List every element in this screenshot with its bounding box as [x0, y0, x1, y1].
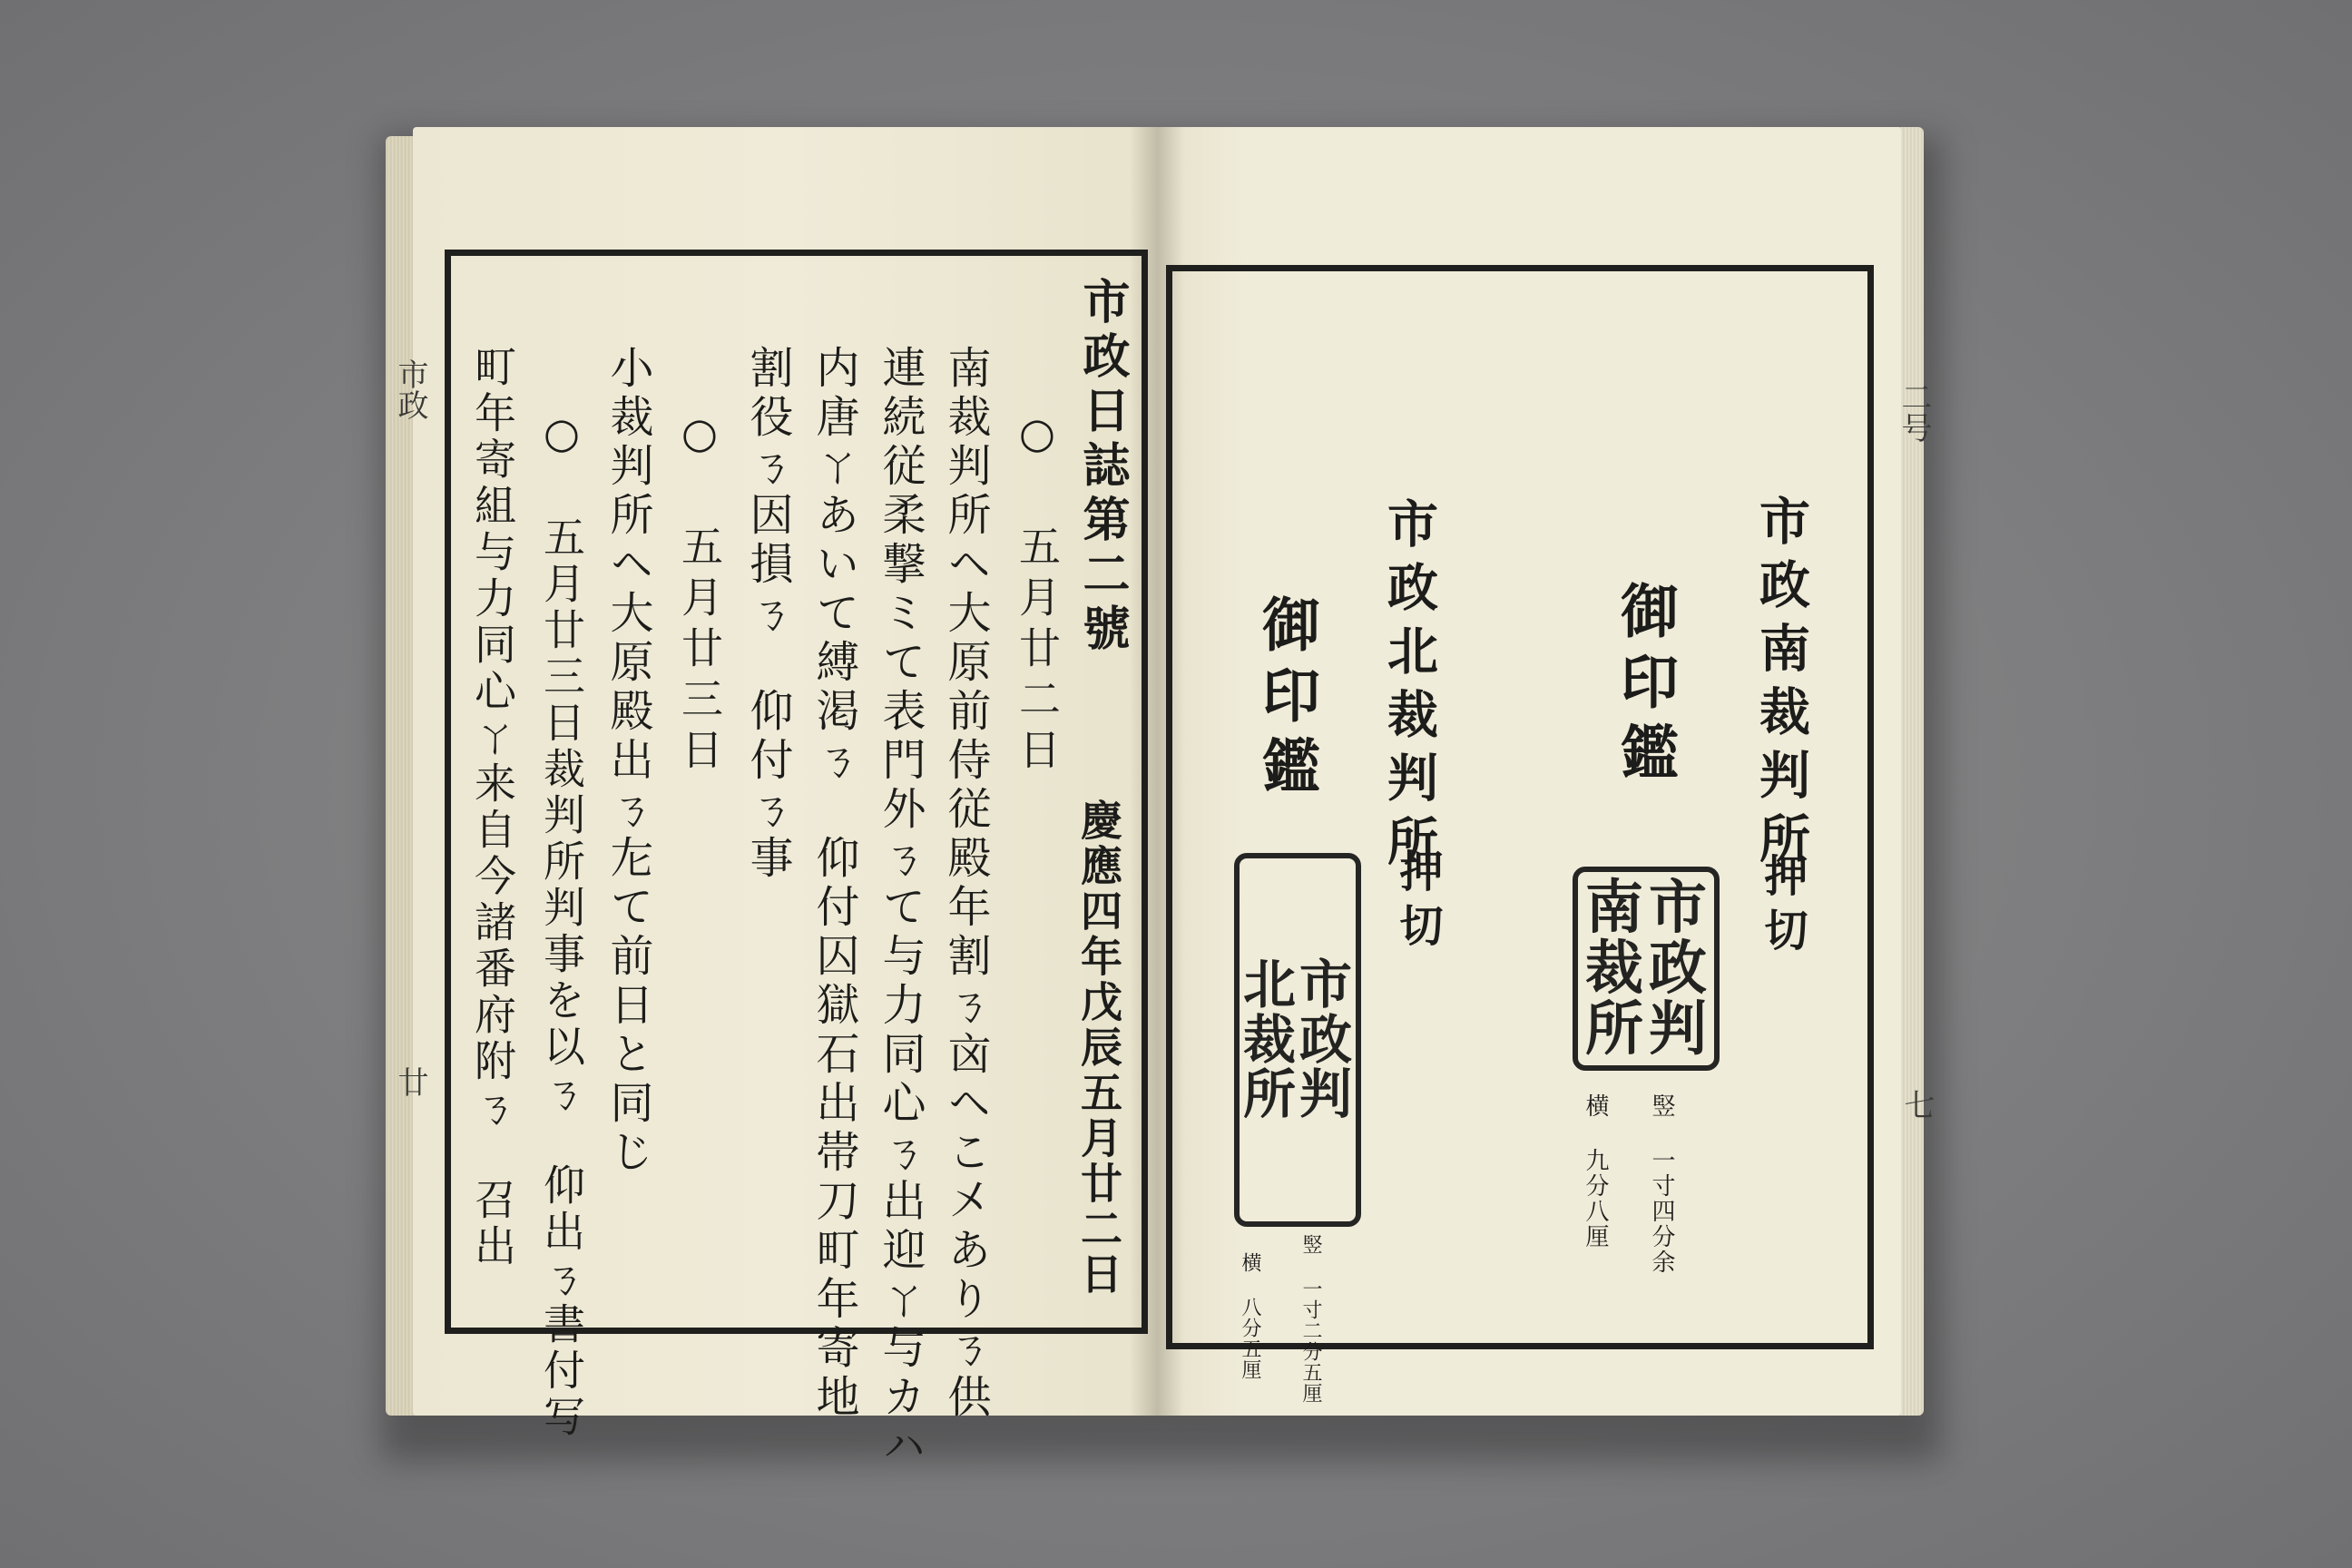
north-court-seal [1234, 853, 1361, 1227]
north-seal-char: 所 [1242, 1063, 1296, 1126]
south-seal-char: 所 [1585, 995, 1643, 1064]
body2-line-3: 町年寄組与力同心ㄚ来自今諸番府附ㄋ 召出 [468, 345, 517, 1270]
body2-line-2: ○ 五月廿三日裁判所判事を以ㄋ 仰出ㄋ書付写 [537, 408, 586, 1441]
north-court-title: 市政北裁判所 [1379, 497, 1439, 878]
south-seal-char: 判 [1649, 995, 1707, 1064]
north-dim-tate: 竪 一寸二分五厘 [1299, 1234, 1322, 1404]
south-dim-tate: 竪 一寸四分余 [1648, 1093, 1675, 1275]
entry2-date: ○ 五月廿三日 [675, 408, 724, 779]
edge-mark-left-top: 市政 [392, 358, 428, 420]
edge-mark-right-top: 二号 [1896, 381, 1932, 443]
south-dim-yoko: 横 九分八厘 [1582, 1093, 1609, 1250]
south-court-title: 市政南裁判所 [1751, 495, 1811, 876]
south-court-seal [1573, 867, 1720, 1071]
body2-line-1: 小裁判所ヘ大原殿出ㄋ㔫て前日と同じ [603, 345, 653, 1178]
south-seal-char: 南 [1585, 873, 1643, 942]
north-seal-char: 北 [1242, 953, 1296, 1015]
south-seal-char: 政 [1649, 934, 1707, 1003]
entry1-date: ○ 五月廿二日 [1013, 408, 1062, 779]
north-seal-label: 御印鑑 [1252, 594, 1320, 807]
south-seal-char: 裁 [1585, 934, 1643, 1003]
edge-mark-left-bottom: 廿 [392, 1066, 428, 1097]
north-seal-char: 市 [1298, 953, 1352, 1015]
south-seal-label: 御印鑑 [1611, 581, 1679, 793]
south-seal-char: 市 [1649, 873, 1707, 942]
north-seal-char: 裁 [1242, 1008, 1296, 1071]
journal-header: 市政日誌第二號 [1074, 277, 1130, 658]
north-seal-char: 政 [1298, 1008, 1352, 1071]
north-dim-yoko: 横 八分五厘 [1239, 1252, 1261, 1380]
body-line-4: 割役ㄋ因損ㄋ 仰付ㄋ事 [742, 345, 793, 884]
north-seal-char: 判 [1298, 1063, 1352, 1126]
body-line-2: 連続従柔撃ミて表門外ㄋて与力同心ㄋ出迎ㄚ与カハ [875, 345, 926, 1472]
journal-date-line: 慶應四年戊辰五月廿二日 [1074, 799, 1123, 1298]
north-oshikiri: 押切 [1392, 848, 1443, 957]
south-oshikiri: 押切 [1757, 853, 1808, 962]
body-line-1: 南裁判所ヘ大原前侍従殿年割ㄋ㐫ヘこ㐅ありㄋ供 [940, 345, 991, 1423]
body-line-3: 内唐ㄚあいて縛渇ㄋ 仰付囚獄石出帯刀町年寄地 [808, 345, 859, 1423]
edge-mark-right-bottom: 七 [1898, 1089, 1935, 1120]
